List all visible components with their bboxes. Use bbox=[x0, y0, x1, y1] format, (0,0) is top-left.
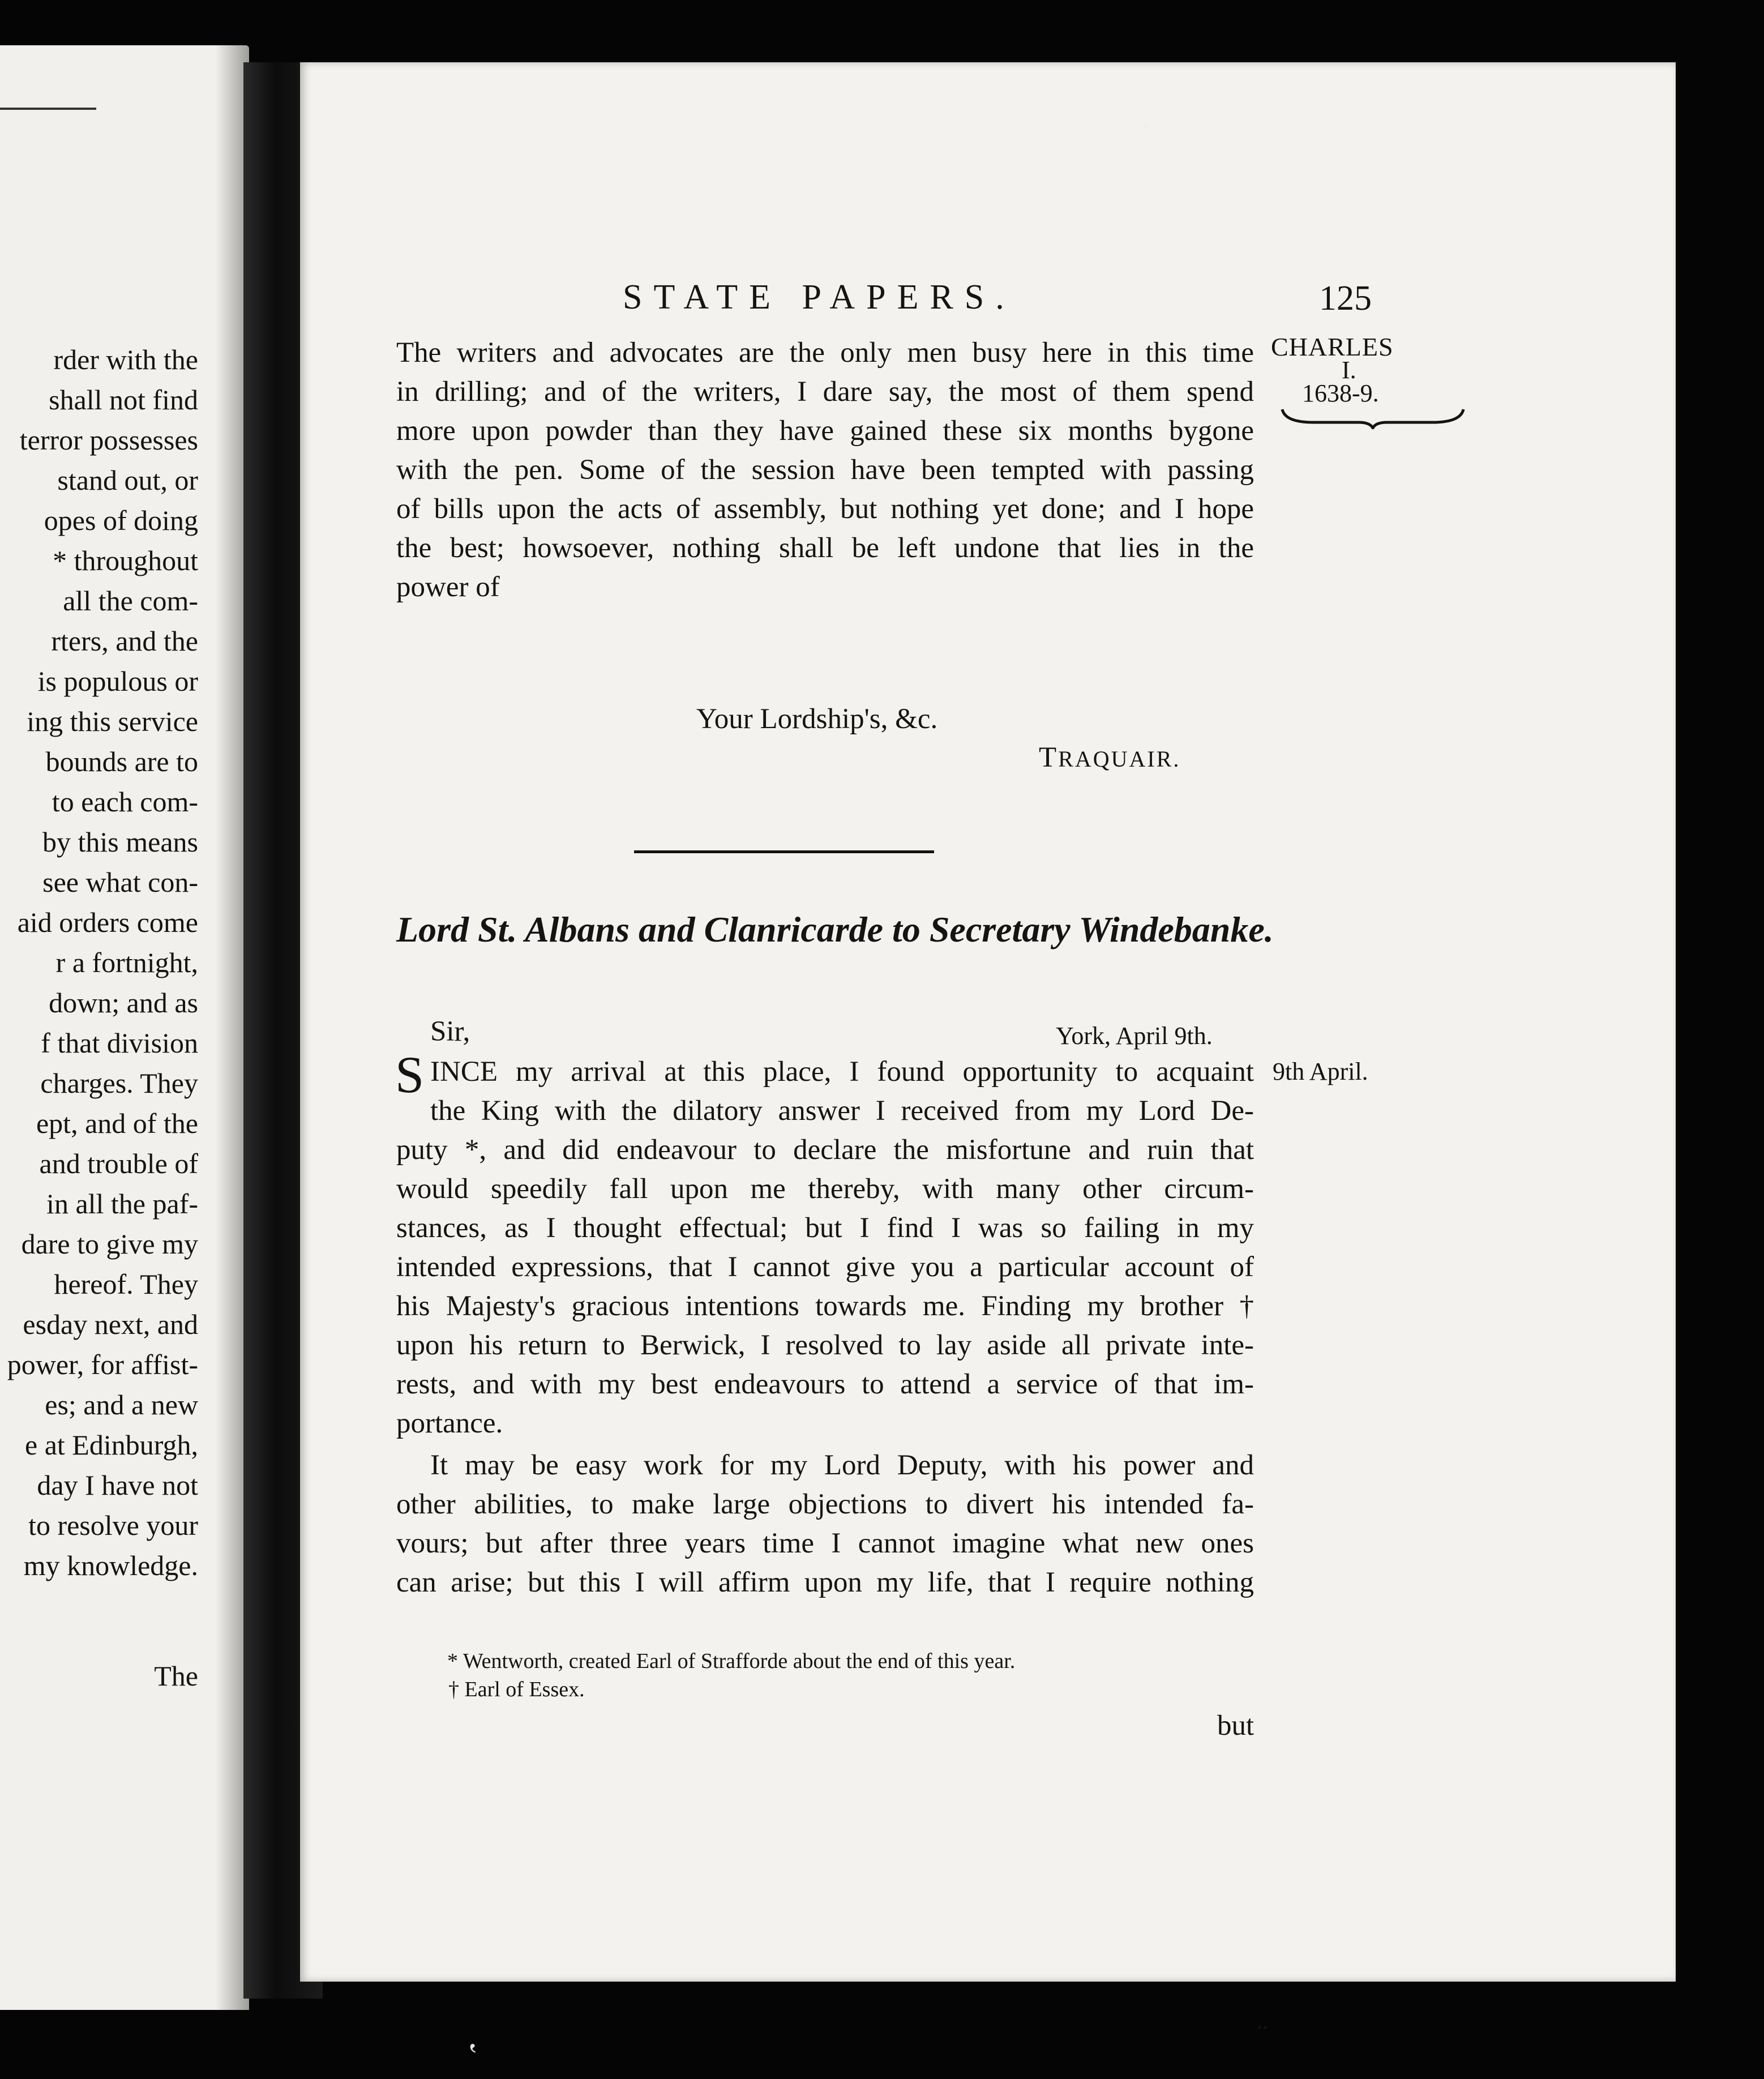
letter2-para2-line: other abilities, to make large objections to divert his intended fa- bbox=[396, 1488, 1254, 1520]
left-page-line: stand out, or bbox=[57, 464, 198, 496]
left-page-rule bbox=[0, 108, 96, 110]
letter1-line: in drilling; and of the writers, I dare say, the most of them spend bbox=[396, 376, 1254, 408]
stray-mark: .. bbox=[1257, 2008, 1268, 2034]
margin-years: 1638-9. bbox=[1302, 379, 1379, 407]
catchword: but bbox=[1217, 1710, 1255, 1742]
section-divider bbox=[634, 850, 934, 853]
left-page-line: es; and a new bbox=[45, 1389, 198, 1421]
letter2-line: portance. bbox=[396, 1408, 503, 1439]
letter2-title: Lord St. Albans and Clanricarde to Secretary Windebanke. bbox=[396, 909, 1274, 949]
page-speck bbox=[1144, 125, 1148, 129]
left-page-line: esday next, and bbox=[23, 1308, 198, 1340]
letter2-dateline: York, April 9th. bbox=[1056, 1022, 1213, 1050]
signature-initial: T bbox=[1039, 742, 1059, 773]
letter2-line: intended expressions, that I cannot give you a particular account of bbox=[396, 1251, 1254, 1283]
left-page-line: ing this service bbox=[27, 705, 198, 737]
letter1-line: of bills upon the acts of assembly, but nothing yet done; and I hope bbox=[396, 493, 1254, 525]
running-head: STATE PAPERS. bbox=[623, 278, 1016, 316]
left-page-line: aid orders come bbox=[17, 906, 198, 938]
main-page bbox=[300, 62, 1676, 2034]
left-page-line: is populous or bbox=[37, 665, 198, 697]
left-page-line: down; and as bbox=[49, 987, 198, 1019]
left-page-line: f that division bbox=[41, 1027, 198, 1059]
left-page-line: see what con- bbox=[42, 866, 198, 898]
left-page-line: day I have not bbox=[37, 1469, 198, 1501]
left-page-line: rters, and the bbox=[51, 625, 198, 657]
footnote-1: * Wentworth, created Earl of Strafforde about the end of this year. bbox=[447, 1649, 1016, 1673]
left-page-line: all the com- bbox=[63, 585, 198, 617]
letter2-para2-line: vours; but after three years time I cannot imagine what new ones bbox=[396, 1528, 1254, 1559]
left-page-catchword: The bbox=[154, 1660, 198, 1692]
left-page-line: and trouble of bbox=[39, 1148, 198, 1179]
left-page-line: e at Edinburgh, bbox=[25, 1429, 198, 1461]
letter2-first-line: INCE my arrival at this place, I found opportunity to acquaint bbox=[430, 1056, 1254, 1088]
left-page-line: hereof. They bbox=[54, 1268, 198, 1300]
left-page-line: my knowledge. bbox=[23, 1550, 198, 1581]
letter2-salutation: Sir, bbox=[430, 1016, 470, 1047]
margin-reign-name: CHARLES bbox=[1271, 332, 1394, 361]
letter2-para2-line: It may be easy work for my Lord Deputy, with his power and bbox=[430, 1449, 1254, 1481]
letter2-line: his Majesty's gracious intentions towards me. Finding my brother † bbox=[396, 1290, 1254, 1322]
left-page-line: power, for affist- bbox=[7, 1349, 198, 1380]
letter1-line: the best; howsoever, nothing shall be left undone that lies in the bbox=[396, 532, 1254, 564]
letter2-line: rests, and with my best endeavours to attend a service of that im- bbox=[396, 1368, 1254, 1400]
drop-initial: S bbox=[395, 1046, 425, 1103]
letter1-signature bbox=[1039, 741, 1180, 776]
letter2-para2-line: can arise; but this I will affirm upon my life, that I require nothing bbox=[396, 1567, 1254, 1598]
left-page-line: to each com- bbox=[52, 786, 198, 818]
signature-rest: RAQUAIR. bbox=[1058, 746, 1181, 772]
left-page-line: terror possesses bbox=[19, 424, 198, 456]
left-page-line: shall not find bbox=[49, 384, 198, 416]
letter2-line: stances, as I thought effectual; but I find I was so failing in my bbox=[396, 1212, 1254, 1244]
margin-reign-number: I. bbox=[1342, 356, 1356, 384]
left-page-line: in all the paf- bbox=[46, 1188, 198, 1220]
left-page-line: opes of doing bbox=[44, 504, 198, 536]
letter2-line: the King with the dilatory answer I received from my Lord De- bbox=[430, 1095, 1254, 1127]
left-page-line: r a fortnight, bbox=[55, 947, 198, 978]
left-page-line: * throughout bbox=[53, 545, 198, 576]
letter1-line: with the pen. Some of the session have been tempted with passing bbox=[396, 454, 1254, 486]
footnote-2: † Earl of Essex. bbox=[448, 1678, 585, 1701]
left-page-line: ept, and of the bbox=[36, 1107, 198, 1139]
margin-brace-icon bbox=[1279, 407, 1466, 429]
letter1-closing: Your Lordship's, &c. bbox=[696, 703, 938, 735]
left-page-line: to resolve your bbox=[28, 1509, 198, 1541]
letter1-line: more upon powder than they have gained these six months bygone bbox=[396, 415, 1254, 447]
left-page-line: dare to give my bbox=[21, 1228, 198, 1260]
left-page-line: rder with the bbox=[53, 344, 198, 375]
left-page-line: charges. They bbox=[40, 1067, 198, 1099]
letter1-line: power of bbox=[396, 571, 500, 603]
letter2-line: puty *, and did endeavour to declare the misfortune and ruin that bbox=[396, 1134, 1254, 1166]
margin-date-note: 9th April. bbox=[1273, 1058, 1368, 1085]
left-page-line: bounds are to bbox=[45, 746, 198, 777]
left-facing-page bbox=[0, 45, 249, 2010]
page-number: 125 bbox=[1319, 279, 1372, 318]
letter2-line: would speedily fall upon me thereby, with many other circum- bbox=[396, 1173, 1254, 1205]
left-page-line: by this means bbox=[42, 826, 198, 858]
bottom-mark: ʽ bbox=[467, 2037, 478, 2074]
letter2-line: upon his return to Berwick, I resolved to lay aside all private inte- bbox=[396, 1329, 1254, 1361]
letter1-line: The writers and advocates are the only men busy here in this time bbox=[396, 337, 1254, 369]
